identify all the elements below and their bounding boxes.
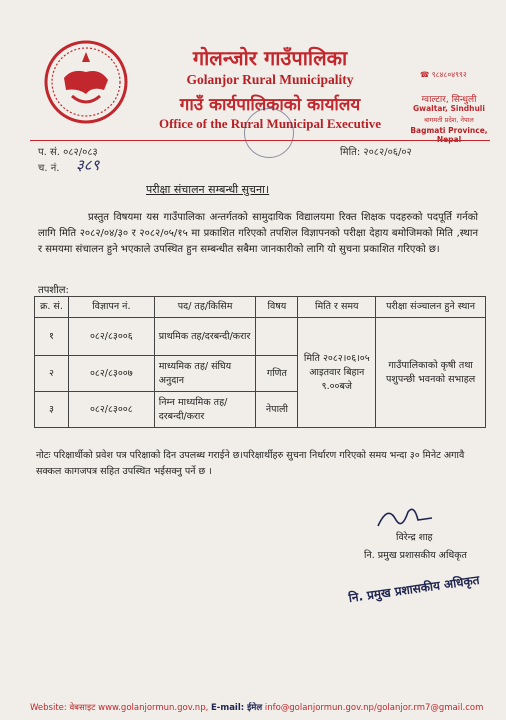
row-subject [256, 318, 298, 356]
letter-date: मिति: २०८२/०६/०२ [340, 147, 412, 158]
handwritten-signature [374, 500, 434, 532]
row-post: प्राथमिक तह/दरबन्दी/करार [154, 318, 256, 356]
row-subject: नेपाली [256, 392, 298, 428]
footer-email-label: E-mail: ईमेल [211, 703, 263, 713]
municipality-name-english: Golanjor Rural Municipality [186, 72, 354, 87]
row-post: निम्न माध्यमिक तह/दरबन्दी/करार [154, 392, 256, 428]
dispatch-number: ३८९ [76, 156, 100, 174]
office-name-english: Office of the Rural Municipal Executive [158, 116, 382, 131]
table-row [35, 318, 486, 356]
footer-website[interactable]: www.golanjormun.gov.np, [98, 703, 209, 713]
footer-web-label: Website: वेबसाइट [30, 703, 96, 713]
exam-datetime: मिति २०८२।०६।०५ आइतवार बिहान ९.००बजे [298, 318, 376, 428]
province-english: Bagmati Province, Nepal [410, 126, 488, 144]
row-post: माध्यमिक तह/ संघिय अनुदान [154, 356, 256, 392]
footer-contact [30, 702, 500, 713]
province-nepali: बागमती प्रदेश, नेपाल [424, 116, 474, 124]
address-nepali: ग्वाल्टार, सिन्धुली [421, 95, 477, 105]
col-header-ad: विज्ञापन नं. [68, 297, 154, 318]
table-header-row [35, 297, 486, 318]
signatory-name: विरेन्द्र शाह [396, 532, 433, 543]
address-english: Gwaltar, Sindhuli [413, 104, 485, 113]
exam-schedule-table [34, 296, 486, 428]
row-ad: ०८२/८३००७ [68, 356, 154, 392]
col-header-venue: परीक्षा संञ्चालन हुने स्थान [376, 297, 486, 318]
letter-number: प. सं. ०८२/०८३ [38, 147, 98, 158]
header-divider [30, 140, 490, 141]
office-stamp [244, 108, 294, 158]
office-name-nepali: गाउँ कार्यपालिकाको कार्यालय [179, 95, 361, 115]
nepal-emblem-logo [42, 38, 130, 126]
row-sn: २ [35, 356, 69, 392]
dispatch-label: च. नं. [38, 163, 60, 174]
col-header-datetime: मिति र समय [298, 297, 376, 318]
col-header-subject: विषय [256, 297, 298, 318]
notice-note: नोटः परिक्षार्थीको प्रवेश पत्र परिक्षाको दिन उपलब्ध गराईने छ।परिक्षार्थीहरु सुचना निर्धारण गरिएको समय भन्दा ३० मिनेट अगावै सक्कल कागजपत्र सहित उपस्थित भईसक्नु पर्ने छ । [36, 450, 465, 477]
row-subject: गणित [256, 356, 298, 392]
col-header-sn: क्र. सं. [35, 297, 69, 318]
row-ad: ०८२/८३००६ [68, 318, 154, 356]
row-sn: १ [35, 318, 69, 356]
col-header-post: पद/ तह/किसिम [154, 297, 256, 318]
row-sn: ३ [35, 392, 69, 428]
notice-subject: परीक्षा संचालन सम्बन्धी सुचना। [146, 183, 270, 196]
municipality-name-nepali: गोलन्जोर गाउँपालिका [192, 46, 348, 70]
footer-email[interactable]: info@golanjormun.gov.np/golanjor.rm7@gmail.com [264, 703, 484, 713]
row-ad: ०८२/८३००८ [68, 392, 154, 428]
phone-number: ☎ ९८४८०४९९२ [420, 70, 467, 79]
details-label: तपशील: [38, 285, 69, 296]
notice-body: प्रस्तुत विषयमा यस गाउँपालिका अन्तर्गतको सामुदायिक विद्यालयमा रिक्त शिक्षक पदहरुको पदपूर्ति गर्नको लागि मिति २०८२/०४/३० र २०८२/०५/१५ मा प्रकाशित गरिएको तपशिल विज्ञापनको परीक्षा देहाय बमोजिमको मिति ,स्थान र समयमा संचालन हुने भएकाले उपस्थित हुन सम्बन्धीत सबैमा जानकारीको लागि यो सुचना प्रकाशित गरिएको छ। [38, 212, 478, 255]
exam-venue: गाउँपालिकाको कृषी तथा पशुपन्छी भवनको सभाहल [376, 318, 486, 428]
signatory-stamp: नि. प्रमुख प्रशासकीय अधिकृत [347, 572, 481, 606]
signatory-title: नि. प्रमुख प्रशासकीय अधिकृत [364, 550, 467, 561]
